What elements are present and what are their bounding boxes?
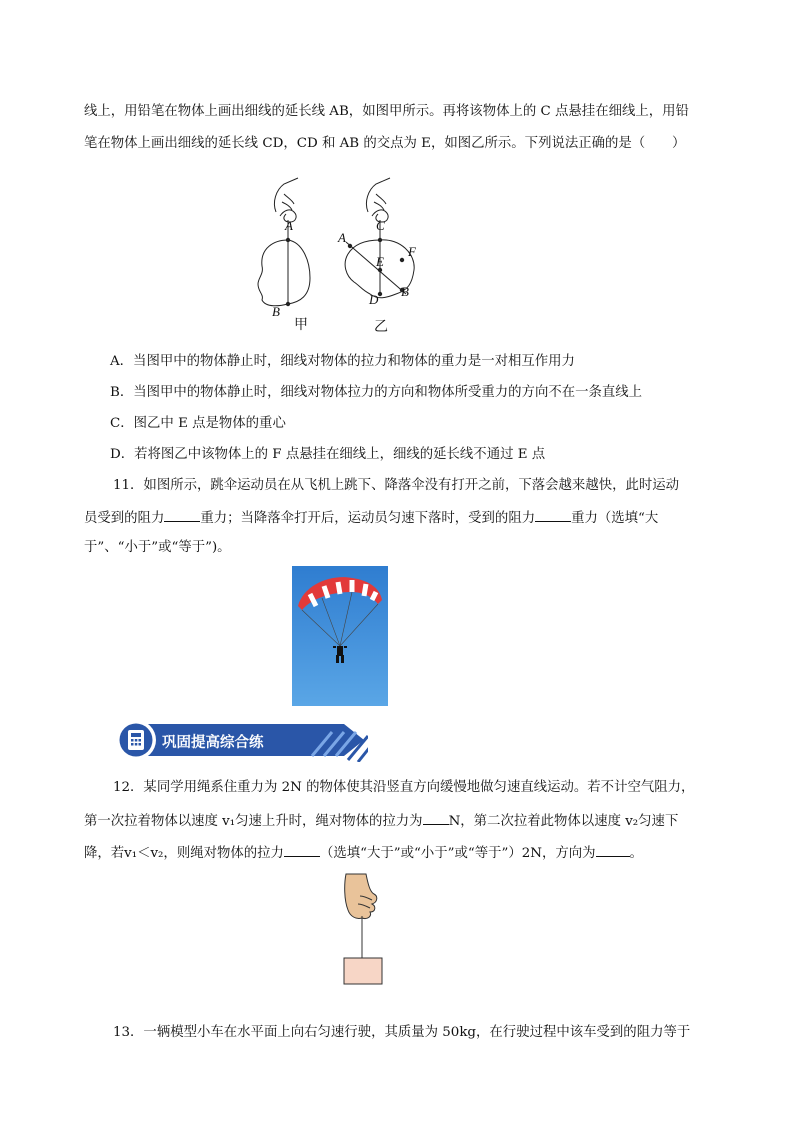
q11-text-c: 重力（选填“大 [571, 511, 659, 526]
answer-blank-5[interactable] [596, 842, 630, 857]
answer-blank-2[interactable] [535, 507, 571, 522]
q13-line1: 13．一辆模型小车在水平面上向右匀速行驶，其质量为 50kg，在行驶过程中该车受到的阻力等于 [113, 1025, 691, 1040]
point-B-left [286, 302, 290, 306]
hand-block-figure [336, 870, 392, 988]
label-B-right: B [401, 284, 409, 299]
q11-line1: 11．如图所示，跳伞运动员在从飞机上跳下、降落伞没有打开之前，下落会越来越快，此时运动 [113, 478, 680, 493]
q10-option-b: B．当图甲中的物体静止时，细线对物体拉力的方向和物体所受重力的方向不在一条直线上 [110, 385, 643, 400]
caption-jia: 甲 [294, 317, 308, 333]
label-F: F [408, 244, 416, 259]
q12-line2 [84, 810, 724, 832]
q10-option-a: A．当图甲中的物体静止时，细线对物体的拉力和物体的重力是一对相互作用力 [110, 354, 575, 369]
section-title: 巩固提高综合练 [162, 735, 264, 751]
hand-icon-right [366, 178, 390, 222]
answer-blank-1[interactable] [164, 507, 200, 522]
label-E: E [376, 254, 384, 269]
object-left [258, 240, 310, 306]
q11-text-b: 重力；当降落伞打开后，运动员匀速下落时，受到的阻力 [200, 511, 536, 526]
answer-blank-4[interactable] [284, 842, 320, 857]
q12-text-d: （选填“大于”或“小于”或“等于”）2N，方向为 [319, 846, 596, 861]
q11-line3: 于”、“小于”或“等于”)。 [84, 540, 231, 555]
label-D: D [369, 292, 379, 307]
q12-text-b: N，第二次拉着此物体以速度 v₂匀速下 [448, 814, 679, 829]
q12-line1: 12．某同学用绳系住重力为 2N 的物体使其沿竖直方向缓慢地做匀速直线运动。若不计空气阻力， [113, 780, 695, 795]
q12-text-c: 降，若v₁＜v₂，则绳对物体的拉力 [84, 846, 284, 861]
q10-line1: 线上，用铅笔在物体上画出细线的延长线 AB，如图甲所示。再将该物体上的 C 点悬挂在细线上，用铅 [84, 104, 689, 119]
q11-text-a: 员受到的阻力 [84, 511, 165, 526]
point-C [378, 238, 382, 242]
q10-line2: 笔在物体上画出细线的延长线 CD，CD 和 AB 的交点为 E，如图乙所示。下列说法正确的是（ ） [84, 136, 686, 151]
calculator-icon [128, 730, 144, 750]
hand-icon-left [274, 178, 298, 222]
q11-line2 [84, 507, 724, 529]
block [344, 958, 382, 984]
answer-blank-3[interactable] [423, 810, 449, 825]
label-A-right: A [338, 230, 346, 245]
q10-option-c: C．图乙中 E 点是物体的重心 [110, 416, 286, 431]
hand-icon [345, 874, 377, 919]
point-A-left [286, 238, 290, 242]
point-F [400, 258, 404, 262]
q10-option-d: D．若将图乙中该物体上的 F 点悬挂在细线上，细线的延长线不通过 E 点 [110, 447, 546, 462]
point-D [378, 292, 382, 296]
point-A-right [348, 244, 352, 248]
label-C: C [376, 218, 385, 233]
label-A-left: A [285, 218, 293, 233]
q12-line3 [84, 842, 724, 864]
q12-text-e: 。 [629, 846, 643, 861]
q12-text-a: 第一次拉着物体以速度 v₁匀速上升时，绳对物体的拉力为 [84, 814, 423, 829]
parachute-photo [292, 566, 388, 706]
label-B-left: B [272, 304, 280, 319]
caption-yi: 乙 [374, 319, 388, 335]
